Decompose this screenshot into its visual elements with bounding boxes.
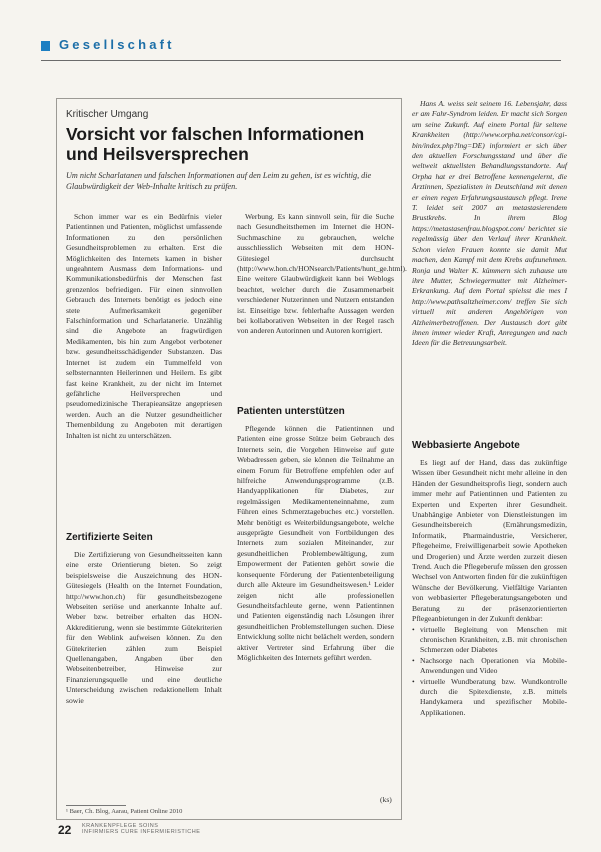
header-rule [41, 60, 561, 61]
column-2-part-2 [237, 424, 394, 663]
column-2-text: Werbung. Es kann sinnvoll sein, für die Suche nach Gesundheitsthemen im Internet die HON-Suchmaschine zu gebrauchen, welche ausschliesslich Webseiten mit dem HON-Gütesiegel durchsucht (http://www.hon.ch/HONsearch/Patients/hunt_ge.html). Eine weitere Glaubwürdigkeit kann bei Weblogs beachtet, welcher durch die Zusammenarbeit verschiedener Nutzerinnen und Nutzern entstanden ist. Einseitige bzw. fehlerhafte Aussagen werden bei kollaborativen Webseiten in der Regel rasch von anderen Autorinnen und Autoren korrigiert. [237, 212, 407, 336]
column-3-part-2 [412, 458, 567, 718]
subheading-support: Patienten unterstützen [237, 406, 345, 417]
column-2-text-2: Pflegende können die Patientinnen und Patienten eine grosse Stütze beim Gebrauch des Internets sein, die Vorgehen Hinweise auf gute Webadressen geben, sie können die Teilnahme an einem Forum für Betroffene empfehlen oder auf hilfreiche Anwendungsprogramme (z.B. Handyapplikationen für Diabetes, zur regelmässigen Medikamenteneinnahme, zum Führen eines Schmerztagebuches etc.) vorstellen. Mehr benötigt es Weiterbildungsangebote, welche ausgeprägte Gesundheit von Fortbildungen des Internets zum sozialen Miteinander, zur gesundheitlichen Problembewältigung, zum Empowerment der Patienten gehört sowie die konsequente Förderung der Patientenbeteiligung durch alle Akteure im Gesundheitswesen.¹ Leider zeigen nicht alle professionellen Gesundheitsfachleute gerne, wenn Patientinnen und Patienten eigenständig nach Lösungen ihrer gesundheitlichen Problemstellungen suchen. Diese Entwicklung sollte nicht belächelt werden, sondern aktiver Vertreter sind Erfahrung über die Möglichkeiten des Internets geführt werden. [237, 424, 394, 662]
offer-list [412, 625, 567, 719]
magazine-line-2: INFIRMIERS CURE INFERMIERISTICHE [82, 829, 201, 835]
footnote: ¹ Baer, Ch. Blog, Aarau, Patient Online 2010 [66, 808, 183, 815]
magazine-line-1: KRANKENPFLEGE SOINS [82, 823, 159, 829]
column-3-text: Es liegt auf der Hand, dass das zukünftige Wissen über Gesundheit nicht mehr alleine in den Händen der Gesundheitsprofis liegt, sondern auch immer mehr auf Patientinnen und Patienten zu Experten und Experten ihrer Gesundheit. Unabhängige Anbieter von Dienstleistungen im Gesundheitsbereich (Ernährungsmedizin, Informatik, Pharmaindustrie, Versicherer, Pflegeheime, Freiwilligenarbeit sowie Apotheken und Drogerien) und Ärzte werden zurzeit diesen Trend. Auch die Pflegeberufe müssen den grossen Wechsel von Antworten finden für die zukünftigen Wünsche der Bevölkerung. Vielfältige Varianten von webbasierter Pflegeberatungsangeboten und Beratung zu der präsenzorientierten Pflegeanbietungen in der Zukunft denkbar: [412, 458, 567, 624]
magazine-name [82, 823, 200, 835]
section-marker [41, 41, 50, 51]
column-2 [237, 212, 407, 337]
footnote-rule [66, 805, 126, 806]
column-3-examples: Hans A. weiss seit seinem 16. Lebensjahr, dass er am Fahr-Syndrom leiden. Er macht sich Sorgen um seine Zukunft. Auf einem Portal für seltene Krankheiten (http://www.orpha.net/consor/cgi-bin/index.php?lng=DE) informiert er sich über den aktuellen Forschungsstand und über die weltweit aktuellsten Behandlungsstandorte. Auf Orpha hat er drei Betroffene kennengelernt, die Ärztinnen, Spezialisten in Deutschland mit denen er einen regen Erfahrungsaustausch pflegt. Irene T. leidet seit 2007 an metastasierendem Brustkrebs. In ihrem Blog https://metastasenfrau.blogspot.com/ berichtet sie regelmässig über den Verlauf ihrer Krankheit. Schon vielen Frauen konnte sie damit Mut machen, den Kampf mit dem Krebs aufzunehmen. Ronja und Walter K. kümmern sich zuhause um ihre Mutter, Schwiegermutter mit Alzheimer-Erkrankung. Auf dem Portal spielsst die mes I http://www.pathsaltzheimer.com/ treffen Sie sich virtuell mit anderen Angehörigen von Alzheimerbetroffenen. Der Austausch dort gibt ihnen immer wieder Kraft, Anregungen und nach Ideen für die Betreuungsarbeit. [412, 99, 567, 348]
list-item: • Nachsorge nach Operationen via Mobile-Anwendungen und Video [420, 656, 567, 677]
subheading-web-offers: Webbasierte Angebote [412, 440, 520, 451]
article-kicker: Kritischer Umgang [66, 109, 149, 120]
author-signature: (ks) [380, 795, 392, 804]
column-1-text-2: Die Zertifizierung von Gesundheitsseiten kann eine erste Orientierung bieten. So zeigt beispielsweise die Auszeichnung des HON-Gütesiegels (Health on the Internet Foundation, http://www.hon.ch) für gesundheitsbezogene Webseiten seriöse und anerkannte Inhalte auf. Weber bzw. betreiber erhalten das HON-Akkreditierung, wenn sie bestimmte Gütekriterien für den Weblink aufweisen können. Zu den Gütekriterien zählen zum Beispiel Quellenangaben, Angaben über den Webseitenbetreiber, Hinweise zur Finanzierungsquelle und eine deutliche Unterscheidung zwischen redaktionellem Inhalt sowie [66, 550, 222, 705]
section-header [41, 38, 561, 54]
column-3 [412, 99, 567, 349]
column-1-text: Schon immer war es ein Bedürfnis vieler Patientinnen und Patienten, möglichst umfassende Informationen zu den persönlichen Gesundheitsproblemen zu erhalten. Erst die Möglichkeiten des Internets kamen in bisher ungeahntem Ausmass dem Informations- und Kommunikationsbedürfnis der Menschen fast grenzenlos befriedigen. Für einen sinnvollen Gebrauch des Internets benötigt es jedoch eine stete Aufmerksamkeit gegenüber Falschinformation und Scharlatanerie. Unzählig sind die Angebote an fragwürdigen Medikamenten, bis hin zum Angebot verbotener bzw. gesundheitsschädigender Substanzen. Das Internet ist zudem ein Tummelfeld von selbsternannten Heilerinnen und Heilern. Es gibt fast keine Krankheit, zu der nicht im Internet gefährliche Heilversprechen und pseudomedizinische Therapieansätze angepriesen werden. Auch an die Nutzer gesundheitlicher Themenbildung zu Angeboten mit derartigen Inhalten ist nicht zu unterschätzen. [66, 212, 222, 440]
section-title: Gesellschaft [59, 37, 175, 52]
page-number: 22 [58, 823, 72, 837]
article-lead: Um nicht Scharlatanen und falschen Informationen auf den Leim zu gehen, ist es wichtig, die Glaubwürdigkeit der Web-Inhalte kritisch zu prüfen. [66, 171, 372, 191]
list-item: • virtuelle Begleitung von Menschen mit chronischen Krankheiten, z.B. mit chronischen Schmerzen oder Diabetes [420, 625, 567, 656]
column-1 [66, 212, 222, 441]
article-title: Vorsicht vor falschen Informationen und Heilsversprechen [66, 124, 365, 164]
list-item: • virtuelle Wundberatung bzw. Wundkontrolle durch die Spitexdienste, z.B. mittels Handykamera und spezifischer Mobile-Applikationen. [420, 677, 567, 719]
subheading-certified: Zertifizierte Seiten [66, 532, 153, 543]
column-1-part-2 [66, 550, 222, 706]
